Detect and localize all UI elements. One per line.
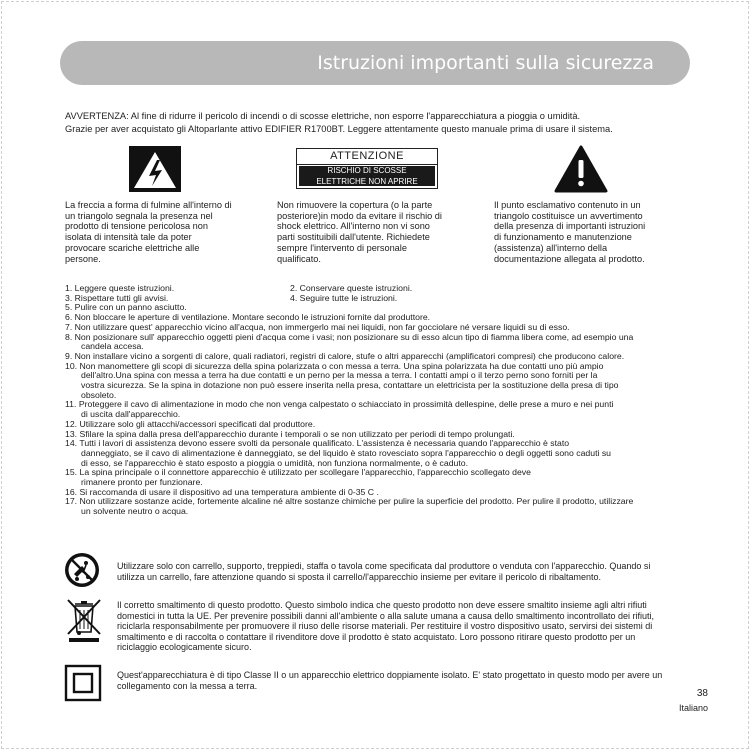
lightning-triangle-icon: [129, 146, 181, 192]
thanks-text: Grazie per aver acquistato gli Altoparlante attivo EDIFIER R1700BT. Leggere attentamente questo manuale prima di usare il sistema.: [65, 124, 613, 134]
cover-description: [277, 200, 477, 264]
notice-line: Il corretto smaltimento di questo prodotto. Questo simbolo indica che questo prodotto non deve essere smaltito insieme agli altri rifiuti: [117, 600, 647, 610]
desc-line: persone.: [65, 253, 101, 264]
rule-11-cont: di uscita dall'apparecchio.: [81, 409, 181, 420]
language-label: Italiano: [678, 703, 708, 713]
list-item: [65, 294, 715, 304]
page-number: 38: [696, 688, 708, 699]
rule-10-cont: vostra sicurezza. Se la spina in dotazione non può essere inserita nella presa, contattare un elettricista per la sostituzione della presa di tipo: [81, 380, 619, 391]
desc-line: Non rimuovere la copertura (o la parte: [277, 200, 433, 210]
rule-4: 4. Seguire tutte le istruzioni.: [290, 292, 398, 303]
rule-5: 5. Pulire con un panno asciutto.: [65, 302, 187, 313]
notice-line: Utilizzare solo con carrello, supporto, treppiedi, staffa o tavola come specificata dal produttore o venduta con l'apparecchio. Quando si: [117, 561, 651, 571]
exclamation-description: [494, 200, 694, 264]
rule-14-cont: danneggiato, se il cavo di alimentazione è danneggiato, se del liquido è stato rovesciato sopra l'apparecchio o degli oggetti sono caduti su: [81, 447, 612, 458]
desc-line: shock elettrico. All'interno non vi sono: [277, 221, 430, 232]
desc-line: qualificato.: [277, 253, 321, 264]
rule-3: 3. Rispettare tutti gli avvisi.: [65, 292, 169, 303]
rule-14: 14. Tutti i lavori di assistenza devono essere svolti da personale qualificato. L'assistenza è necessaria quando l'apparecchio è stato: [65, 438, 570, 449]
desc-line: (assistenza) all'interno della: [494, 242, 608, 253]
rule-6: 6. Non bloccare le aperture di ventilazione. Montare secondo le istruzioni fornite dal produttore.: [65, 312, 431, 323]
desc-line: triangolo costituisce un avvertimento: [494, 210, 643, 221]
attention-line-2: ELETTRICHE NON APRIRE: [316, 176, 418, 186]
crossed-bin-icon: [65, 598, 103, 644]
attention-body: [299, 166, 435, 186]
lightning-description: [65, 200, 265, 264]
desc-line: provocare scariche elettriche alle: [65, 242, 200, 253]
warning-text: AVVERTENZA: Al fine di ridurre il pericolo di incendi o di scosse elettriche, non esporre l'apparecchiatura a pioggia o umidità.: [65, 111, 581, 121]
rule-10-cont: obsoleto.: [81, 389, 117, 400]
rule-9: 9. Non installare vicino a sorgenti di calore, quali radiatori, registri di calore, stufe o altri apparecchi (amplificatori compresi) che producono calore.: [65, 350, 625, 361]
notice-line: smaltimento e di raccolta o contattare il rivenditore dove il prodotto è stato acquistato. Loro possono ritirare questo prodotto per un: [117, 631, 636, 642]
rule-2: 2. Conservare queste istruzioni.: [290, 283, 413, 293]
rule-8-cont: candela accesa.: [81, 341, 144, 352]
rule-15-cont: rimanere pronto per funzionare.: [81, 477, 203, 488]
rule-16: 16. Si raccomanda di usare il dispositivo ad una temperatura ambiente di 0-35 C .: [65, 486, 379, 497]
page-title: Istruzioni importanti sulla sicurezza: [60, 41, 690, 85]
intro-section: [65, 110, 705, 136]
rule-17: 17. Non utilizzare sostanze acide, fortemente alcaline né altre sostanze chimiche per pulire la superficie del prodotto. Per pulire il prodotto, utilizzare: [65, 496, 634, 507]
rule-11: 11. Proteggere il cavo di alimentazione in modo che non venga calpestato o schiacciato in prossimità dellespine, delle prese a muro e nei punti: [65, 399, 614, 410]
attention-line-1: RISCHIO DI SCOSSE: [327, 166, 407, 175]
rule-17-cont: un solvente neutro o acqua.: [81, 506, 189, 517]
desc-line: un triangolo segnala la presenza nel: [65, 210, 213, 221]
rule-10-cont: dell'altro.Una spina con messa a terra ha due contatti e un perno per la messa a terra. I contatti ampi o il terzo perno sono forniti per la: [81, 370, 598, 381]
desc-line: documentazione allegata al prodotto.: [494, 253, 645, 264]
desc-line: posteriore)in modo da evitare il rischio di: [277, 210, 442, 221]
desc-line: sempre l'intervento di personale: [277, 242, 407, 253]
notice-line: riciclaggio ecologicamente sicuro.: [117, 642, 252, 652]
class-ii-double-square-icon: [64, 664, 102, 702]
desc-line: isolata di intensità tale da poter: [65, 232, 192, 243]
safety-instructions-list: [65, 284, 715, 517]
cart-tip-over-icon: [64, 552, 100, 588]
desc-line: Il punto esclamativo contenuto in un: [494, 200, 641, 210]
notice-line: collegamento con la messa a terra.: [117, 680, 258, 691]
rule-8: 8. Non posizionare sull' apparecchio oggetti pieni d'acqua come i vasi; non posizionare su di esso alcun tipo di fiamma libera come, ad esempio una: [65, 331, 634, 342]
rule-7: 7. Non utilizzare quest' apparecchio vicino all'acqua, non immergerlo mai nei liquidi, non far gocciolare né versare liquidi su di esso.: [65, 321, 570, 332]
class2-notice: [117, 670, 717, 691]
desc-line: La freccia a forma di fulmine all'interno di: [65, 200, 232, 210]
rule-15: 15. La spina principale o il connettore apparecchio è utilizzato per scollegare l'apparecchio, l'apparecchio scollegato deve: [65, 467, 531, 478]
attention-title: ATTENZIONE: [297, 149, 437, 165]
notice-line: domestici in tutta la UE. Per prevenire possibili danni all'ambiente o alla salute umana a causa dello smaltimento incontrollato dei rifiuti,: [117, 610, 654, 621]
rule-10: 10. Non manomettere gli scopi di sicurezza della spina polarizzata o con messa a terra. Una spina polarizzata ha due contatti uno più ampio: [65, 360, 604, 371]
desc-line: della presenza di importanti istruzioni: [494, 221, 646, 232]
desc-line: prodotto di tensione pericolosa non: [65, 221, 209, 232]
desc-line: parti sostituibili dall'utente. Richiedete: [277, 232, 430, 243]
attention-box: [296, 148, 438, 189]
cart-notice: [117, 561, 717, 582]
disposal-notice: [117, 600, 717, 653]
notice-line: Quest'apparecchiatura è di tipo Classe II o un apparecchio elettrico doppiamente isolato. E' stato progettato in questo modo per avere un: [117, 670, 663, 680]
desc-line: di funzionamento e manutenzione: [494, 232, 632, 243]
rule-14-cont: di esso, se l'apparecchio è stato esposto a pioggia o umidità, non funziona normalmente, o è caduto.: [81, 457, 469, 468]
rule-1: 1. Leggere queste istruzioni.: [65, 283, 175, 293]
notice-line: riciclarla responsabilmente per promuovere il riuso delle risorse materiali. Per restituire il vostro dispositivo usato, servirsi dei sistemi di: [117, 621, 653, 631]
notice-line: utilizza un carrello, fare attenzione quando si sposta il carrello/l'apparecchio insieme per evitare il pericolo di ribaltamento.: [117, 571, 601, 582]
rule-12: 12. Utilizzare solo gli attacchi/accessori specificati dal produttore.: [65, 418, 316, 429]
rule-13: 13. Sfilare la spina dalla presa dell'apparecchio durante i temporali o se non utilizzato per periodi di tempo prolungati.: [65, 428, 515, 439]
exclamation-triangle-icon: [554, 145, 608, 193]
